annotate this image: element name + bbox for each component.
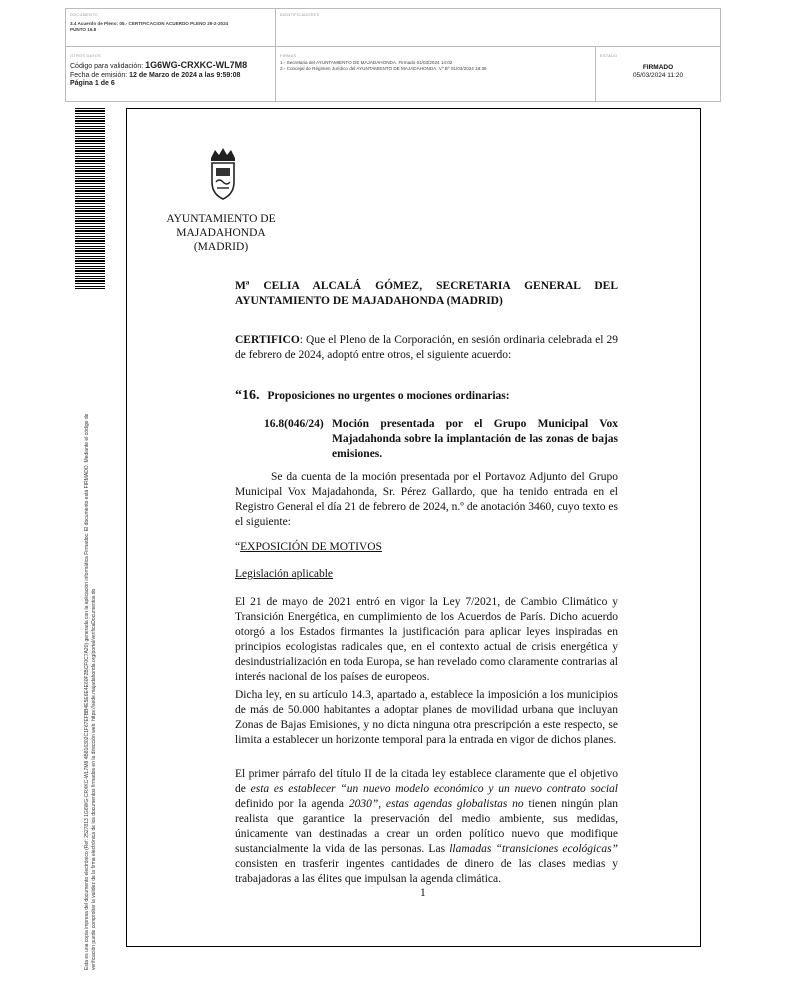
- legis-heading: Legislación aplicable: [235, 568, 334, 580]
- subpunto: [264, 417, 618, 462]
- paragraph-1: El 21 de mayo de 2021 entró en vigor la Ley 7/2021, de Cambio Climático y Transición Energética, en cumplimiento de los Acuerdos de París. Dicho acuerdo otorgó a los Estados firmantes la justificación para aplicar leyes inspiradas en principios ecologistas radicales que, en el contexto actual de crisis energética y desindustrialización en toda Europa, se han revelado como claramente contrarias al interés nacional de los países de europeos.: [235, 596, 618, 683]
- p3-italic-1: esta es establecer “un nuevo modelo económico y un nuevo contrato social: [250, 783, 619, 795]
- firma-1: 1.- Secretaria del AYUNTAMIENTO DE MAJADAHONDA. Firmado 01/03/2024 14:02: [280, 60, 453, 65]
- otros-datos-cell: [66, 47, 276, 101]
- punto-heading: [235, 388, 618, 404]
- p3-b: definido por la agenda: [235, 798, 349, 810]
- identificadores-cell: [276, 9, 720, 47]
- doc-heading: Mª CELIA ALCALÁ GÓMEZ, SECRETARIA GENERAL DEL AYUNTAMIENTO DE MAJADAHONDA (MADRID): [235, 280, 618, 307]
- documento-value: 3.4 Acuerdo de Pleno: 05.- CERTIFICACION ACUERDO PLENO 29-2-2024 PUNTO 16.8: [70, 21, 229, 32]
- otros-datos-label: OTROS DATOS: [70, 53, 101, 58]
- vertical-verification-text: [84, 414, 98, 970]
- p3-italic-2: 2030”, estas agendas globalistas no: [348, 798, 524, 810]
- documento-cell: [66, 9, 276, 47]
- sub-title: Moción presentada por el Grupo Municipal Vox Majadahonda sobre la implantación de las zonas de bajas emisiones.: [332, 418, 618, 460]
- p3-a: El primer párrafo del título II de la citada ley establece claramente que el objetivo de: [235, 768, 618, 795]
- ayto-line-1: AYUNTAMIENTO DE: [166, 213, 276, 225]
- certifico-label: CERTIFICO: [235, 334, 300, 346]
- page-number: 1: [420, 887, 426, 899]
- fecha-value: 12 de Marzo de 2024 a las 9:59:08: [129, 71, 241, 79]
- p3-italic-3: llamadas “transiciones ecológicas”: [449, 843, 618, 855]
- p3-d: consisten en trasferir ingentes cantidades de dinero de las clases medias y trabajadoras a las élites que impulsan la agenda climática.: [235, 858, 618, 885]
- p3-c: tienen ningún plan realista que garantice la preservación del medio ambiente, sus medidas, únicamente van destinadas a crear un orden político nuevo que modifique sustancialmente la vida de las personas. Las: [235, 798, 618, 855]
- expo-title: EXPOSICIÓN DE MOTIVOS: [240, 541, 382, 553]
- sub-num: 16.8(046/24): [264, 418, 324, 430]
- ayuntamiento-block: [150, 212, 292, 254]
- ayto-line-3: (MADRID): [193, 241, 249, 253]
- vertical-line-2: verificación puede comprobar la validez de la firma electrónica de los documentos firmados en la dirección web: https://sede.majadahonda.org/portal/verificaDocumentos.do: [91, 588, 97, 970]
- estado-cell: [596, 47, 720, 101]
- barcode: [75, 108, 105, 290]
- punto-title: Proposiciones no urgentes o mociones ordinarias:: [267, 390, 510, 402]
- document-header: [65, 8, 721, 102]
- expo-heading: [235, 540, 618, 555]
- intro-paragraph: Se da cuenta de la moción presentada por el Portavoz Adjunto del Grupo Municipal Vox Majadahonda, Sr. Pérez Gallardo, que ha tenido entrada en el Registro General el día 21 de febrero de 2024, n.º de anotación 3460, cuyo texto es el siguiente:: [235, 471, 618, 528]
- vertical-line-1: Esta es una copia impresa del documento electrónico (Ref: 2527813 1G6WG-CRXKC-WL7M8 4B816302C1F67EFBB4E5E6E4E60F2BCF0C7A20) generada con la aplicación informática Firmadoc. El documento está FIRMADO. Mediante el código de: [84, 413, 90, 970]
- firmas-cell: [276, 47, 596, 101]
- fecha-label: Fecha de emisión:: [70, 71, 128, 79]
- certifico-paragraph: [235, 333, 618, 363]
- codigo-value: 1G6WG-CRXKC-WL7M8: [145, 60, 248, 70]
- firmas-label: FIRMAS: [280, 53, 297, 58]
- identificadores-label: IDENTIFICADORES: [280, 12, 320, 17]
- ayto-line-2: MAJADAHONDA: [176, 227, 266, 239]
- estado-value: FIRMADO: [642, 64, 674, 71]
- documento-label: DOCUMENTO: [70, 12, 98, 17]
- certifico-text: : Que el Pleno de la Corporación, en sesión ordinaria celebrada el 29 de febrero de 2024, adoptó entre otros, el siguiente acuerdo:: [235, 334, 618, 361]
- paragraph-3: [235, 767, 618, 887]
- coat-of-arms-icon: [205, 146, 241, 202]
- estado-fecha: 05/03/2024 11:20: [632, 72, 684, 79]
- pagina: Página 1 de 6: [70, 80, 115, 87]
- paragraph-2: Dicha ley, en su artículo 14.3, apartado a, establece la imposición a los municipios de más de 50.000 habitantes a adoptar planes de movilidad urbana que incluyan Zonas de Bajas Emisiones, y no dicta ninguna otra prescripción a este respecto, se limita a establecer un horizonte temporal para la entrada en vigor de dichos planes.: [235, 689, 618, 746]
- punto-num: “16.: [235, 388, 260, 403]
- firma-2: 2.- Concejal de Régimen Jurídico del AYUNTAMIENTO DE MAJADAHONDA. Vº Bº 01/03/2024 18:36: [280, 66, 487, 71]
- expo-quote: “: [235, 541, 241, 553]
- estado-label: ESTADO: [600, 53, 618, 58]
- codigo-label: Código para validación:: [70, 63, 144, 70]
